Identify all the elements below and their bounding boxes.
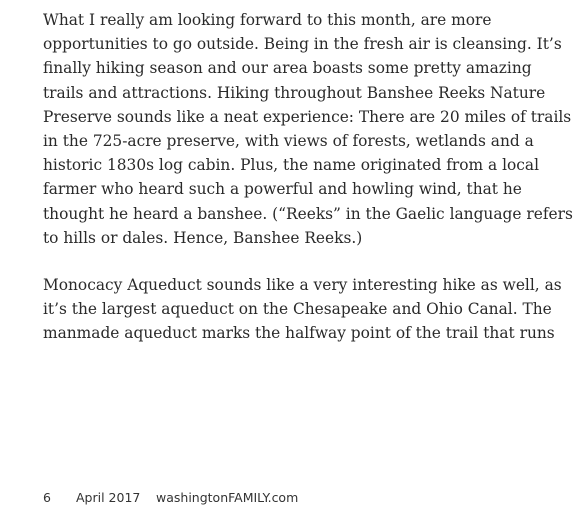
text-line: What I really am looking forward to this month, are more [43,11,492,29]
paragraph-2 [43,273,562,346]
text-line: opportunities to go outside. Being in the fresh air is cleansing. It’s [43,35,562,54]
text-line: thought he heard a banshee. (“Reeks” in the Gaelic language refers [43,204,573,223]
text-line: Preserve sounds like a neat experience: There are 20 miles of trails [43,107,572,126]
issue-date: April 2017 [76,490,141,505]
text-line: trails and attractions. Hiking throughout Banshee Reeks Nature [43,83,546,102]
text-line: historic 1830s log cabin. Plus, the name originated from a local [43,156,540,175]
article-body [43,8,573,345]
text-line: Monocacy Aqueduct sounds like a very interesting hike as well, as [43,275,562,294]
text-line: in the 725-acre preserve, with views of forests, wetlands and a [43,131,534,150]
site-name: washingtonFAMILY.com [156,490,299,505]
page-number: 6 [43,490,51,505]
text-line: farmer who heard such a powerful and howling wind, that he [43,180,522,199]
paragraph-gap [43,250,513,273]
text-line: to hills or dales. Hence, Banshee Reeks.) [43,228,363,247]
text-line: it’s the largest aqueduct on the Chesapeake and Ohio Canal. The [43,300,552,319]
text-line: finally hiking season and our area boasts some pretty amazing [43,59,532,78]
paragraph-1 [43,8,573,250]
text-line: manmade aqueduct marks the halfway point of the trail that runs [43,324,555,343]
page-footer [43,490,298,505]
